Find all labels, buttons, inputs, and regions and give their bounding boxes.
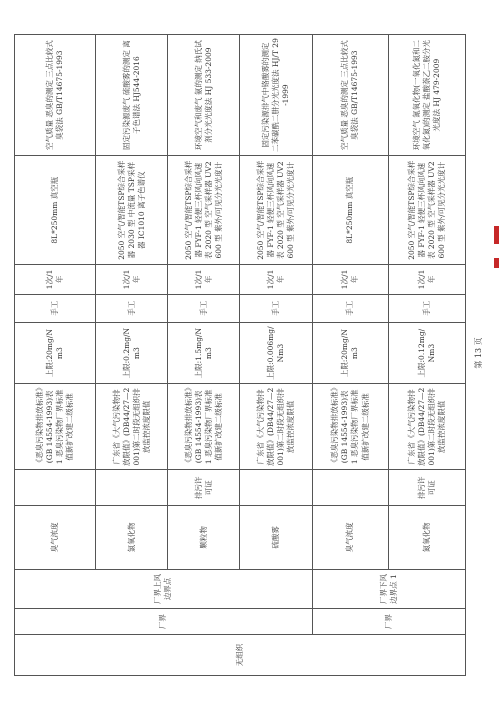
cell-location: 厂界 [15, 609, 313, 635]
cell-frequency: 1次/1年 [389, 265, 466, 294]
cell-point: 厂界上风边界点 [15, 569, 313, 609]
cell-analysis-method: 空气质量 恶臭的测定 三点比较式臭袋法 GB/T14675-1993 [312, 35, 389, 156]
cell-standard: 广东省《大气污染物排放限值》(DB44/27—2001)第二时段无组织排放监控浓度限值 [96, 384, 168, 470]
cell-analysis-method: 环境空气 氮氧化物(一氧化氮和二氧化氮)的测定 盐酸萘乙二胺分光光度法 HJ 479-2009 [389, 35, 466, 156]
cell-limit: 上限:1.5mg/Nm3 [168, 322, 240, 384]
cell-pollutant: 颗粒物 [168, 506, 240, 569]
cell-frequency: 1次/1年 [240, 265, 312, 294]
cell-basis [15, 470, 96, 506]
cell-equipment: 2050 空气/智能TSP综合采样器 FYF-1 轻便三杯风向风速表 2020 型 空气采样器 UV2600 型 紫外/可见分光光度计 [389, 156, 466, 265]
cell-basis [96, 470, 168, 506]
cell-standard: 广东省《大气污染物排放限值》(DB44/27—2001)第二时段无组织排放监控浓度限值 [240, 384, 312, 470]
cell-basis [312, 470, 389, 506]
cell-analysis-method: 空气质量 恶臭的测定 三点比较式臭袋法 GB/T14675-1993 [15, 35, 96, 156]
cell-point: 厂界下风边界点 1 [312, 569, 465, 609]
cell-category: 无组织 [15, 634, 466, 675]
cell-standard: 《恶臭污染物排放标准》(GB 14554-1993)表 1 恶臭污染物厂界标准值新扩改建二级标准 [168, 384, 240, 470]
monitoring-table [14, 34, 466, 676]
cell-pollutant: 臭气浓度 [312, 506, 389, 569]
cell-equipment: 2050 空气/智能TSP综合采样器 2030 型 中流量 TSP采样器 IC1010 离子色谱仪 [96, 156, 168, 265]
cell-analysis-method: 环境空气和废气 氨的测定 纳氏试剂分光光度法 HJ 533-2009 [168, 35, 240, 156]
cell-basis [240, 470, 312, 506]
cell-limit: 上限:20mg/Nm3 [312, 322, 389, 384]
cell-method-type: 手工 [168, 294, 240, 322]
cell-method-type: 手工 [240, 294, 312, 322]
cell-method-type: 手工 [389, 294, 466, 322]
cell-location: 厂界 [312, 609, 465, 635]
cell-analysis-method: 固定污染源废气 硫酸雾的测定 离子色谱法 HJ544-2016 [96, 35, 168, 156]
cell-equipment: 2050 空气/智能TSP综合采样器 FYF-1 轻便三杯风向风速表 2020 型 空气采样器 UV2600 型 紫外/可见分光光度计 [240, 156, 312, 265]
cell-basis: 排污许可证 [389, 470, 466, 506]
cell-frequency: 1次/1年 [15, 265, 96, 294]
cell-standard: 广东省《大气污染物排放限值》(DB44/27—2001)第二时段无组织排放监控浓度限值 [389, 384, 466, 470]
cell-method-type: 手工 [96, 294, 168, 322]
cell-limit: 上限:20mg/Nm3 [15, 322, 96, 384]
cell-equipment: 8L*250mm 真空瓶 [312, 156, 389, 265]
cell-frequency: 1次/1年 [96, 265, 168, 294]
cell-frequency: 1次/1年 [168, 265, 240, 294]
cell-pollutant: 氮氧化物 [389, 506, 466, 569]
cell-equipment: 2050 空气/智能TSP综合采样器 FYF-1 轻便三杯风向风速表 2020 型 空气采样器 UV2600 型 紫外/可见分光光度计 [168, 156, 240, 265]
cell-standard: 《恶臭污染物排放标准》(GB 14554-1993)表 1 恶臭污染物厂界标准值新扩改建二级标准 [312, 384, 389, 470]
page-number: 第 13 页 [474, 337, 483, 369]
cell-frequency: 1次/1年 [312, 265, 389, 294]
cell-analysis-method: 固定污染源排气中铬酸雾的测定 二苯碳酰二肼分光光度法 HJ/T 29-1999 [240, 35, 312, 156]
cell-pollutant: 硫酸雾 [240, 506, 312, 569]
cell-limit: 上限:0.2mg/Nm3 [96, 322, 168, 384]
cell-limit: 上限:0.006mg/Nm3 [240, 322, 312, 384]
cell-pollutant: 氯氧化物 [96, 506, 168, 569]
cell-equipment: 8L*250mm 真空瓶 [15, 156, 96, 265]
red-edge-mark [494, 226, 499, 244]
cell-method-type: 手工 [15, 294, 96, 322]
cell-basis: 排污许可证 [168, 470, 240, 506]
cell-limit: 上限:0.12mg/Nm3 [389, 322, 466, 384]
cell-pollutant: 臭气浓度 [15, 506, 96, 569]
cell-method-type: 手工 [312, 294, 389, 322]
cell-standard: 《恶臭污染物排放标准》(GB 14554-1993)表 1 恶臭污染物厂界标准值新扩改建二级标准 [15, 384, 96, 470]
red-edge-mark [494, 258, 499, 268]
